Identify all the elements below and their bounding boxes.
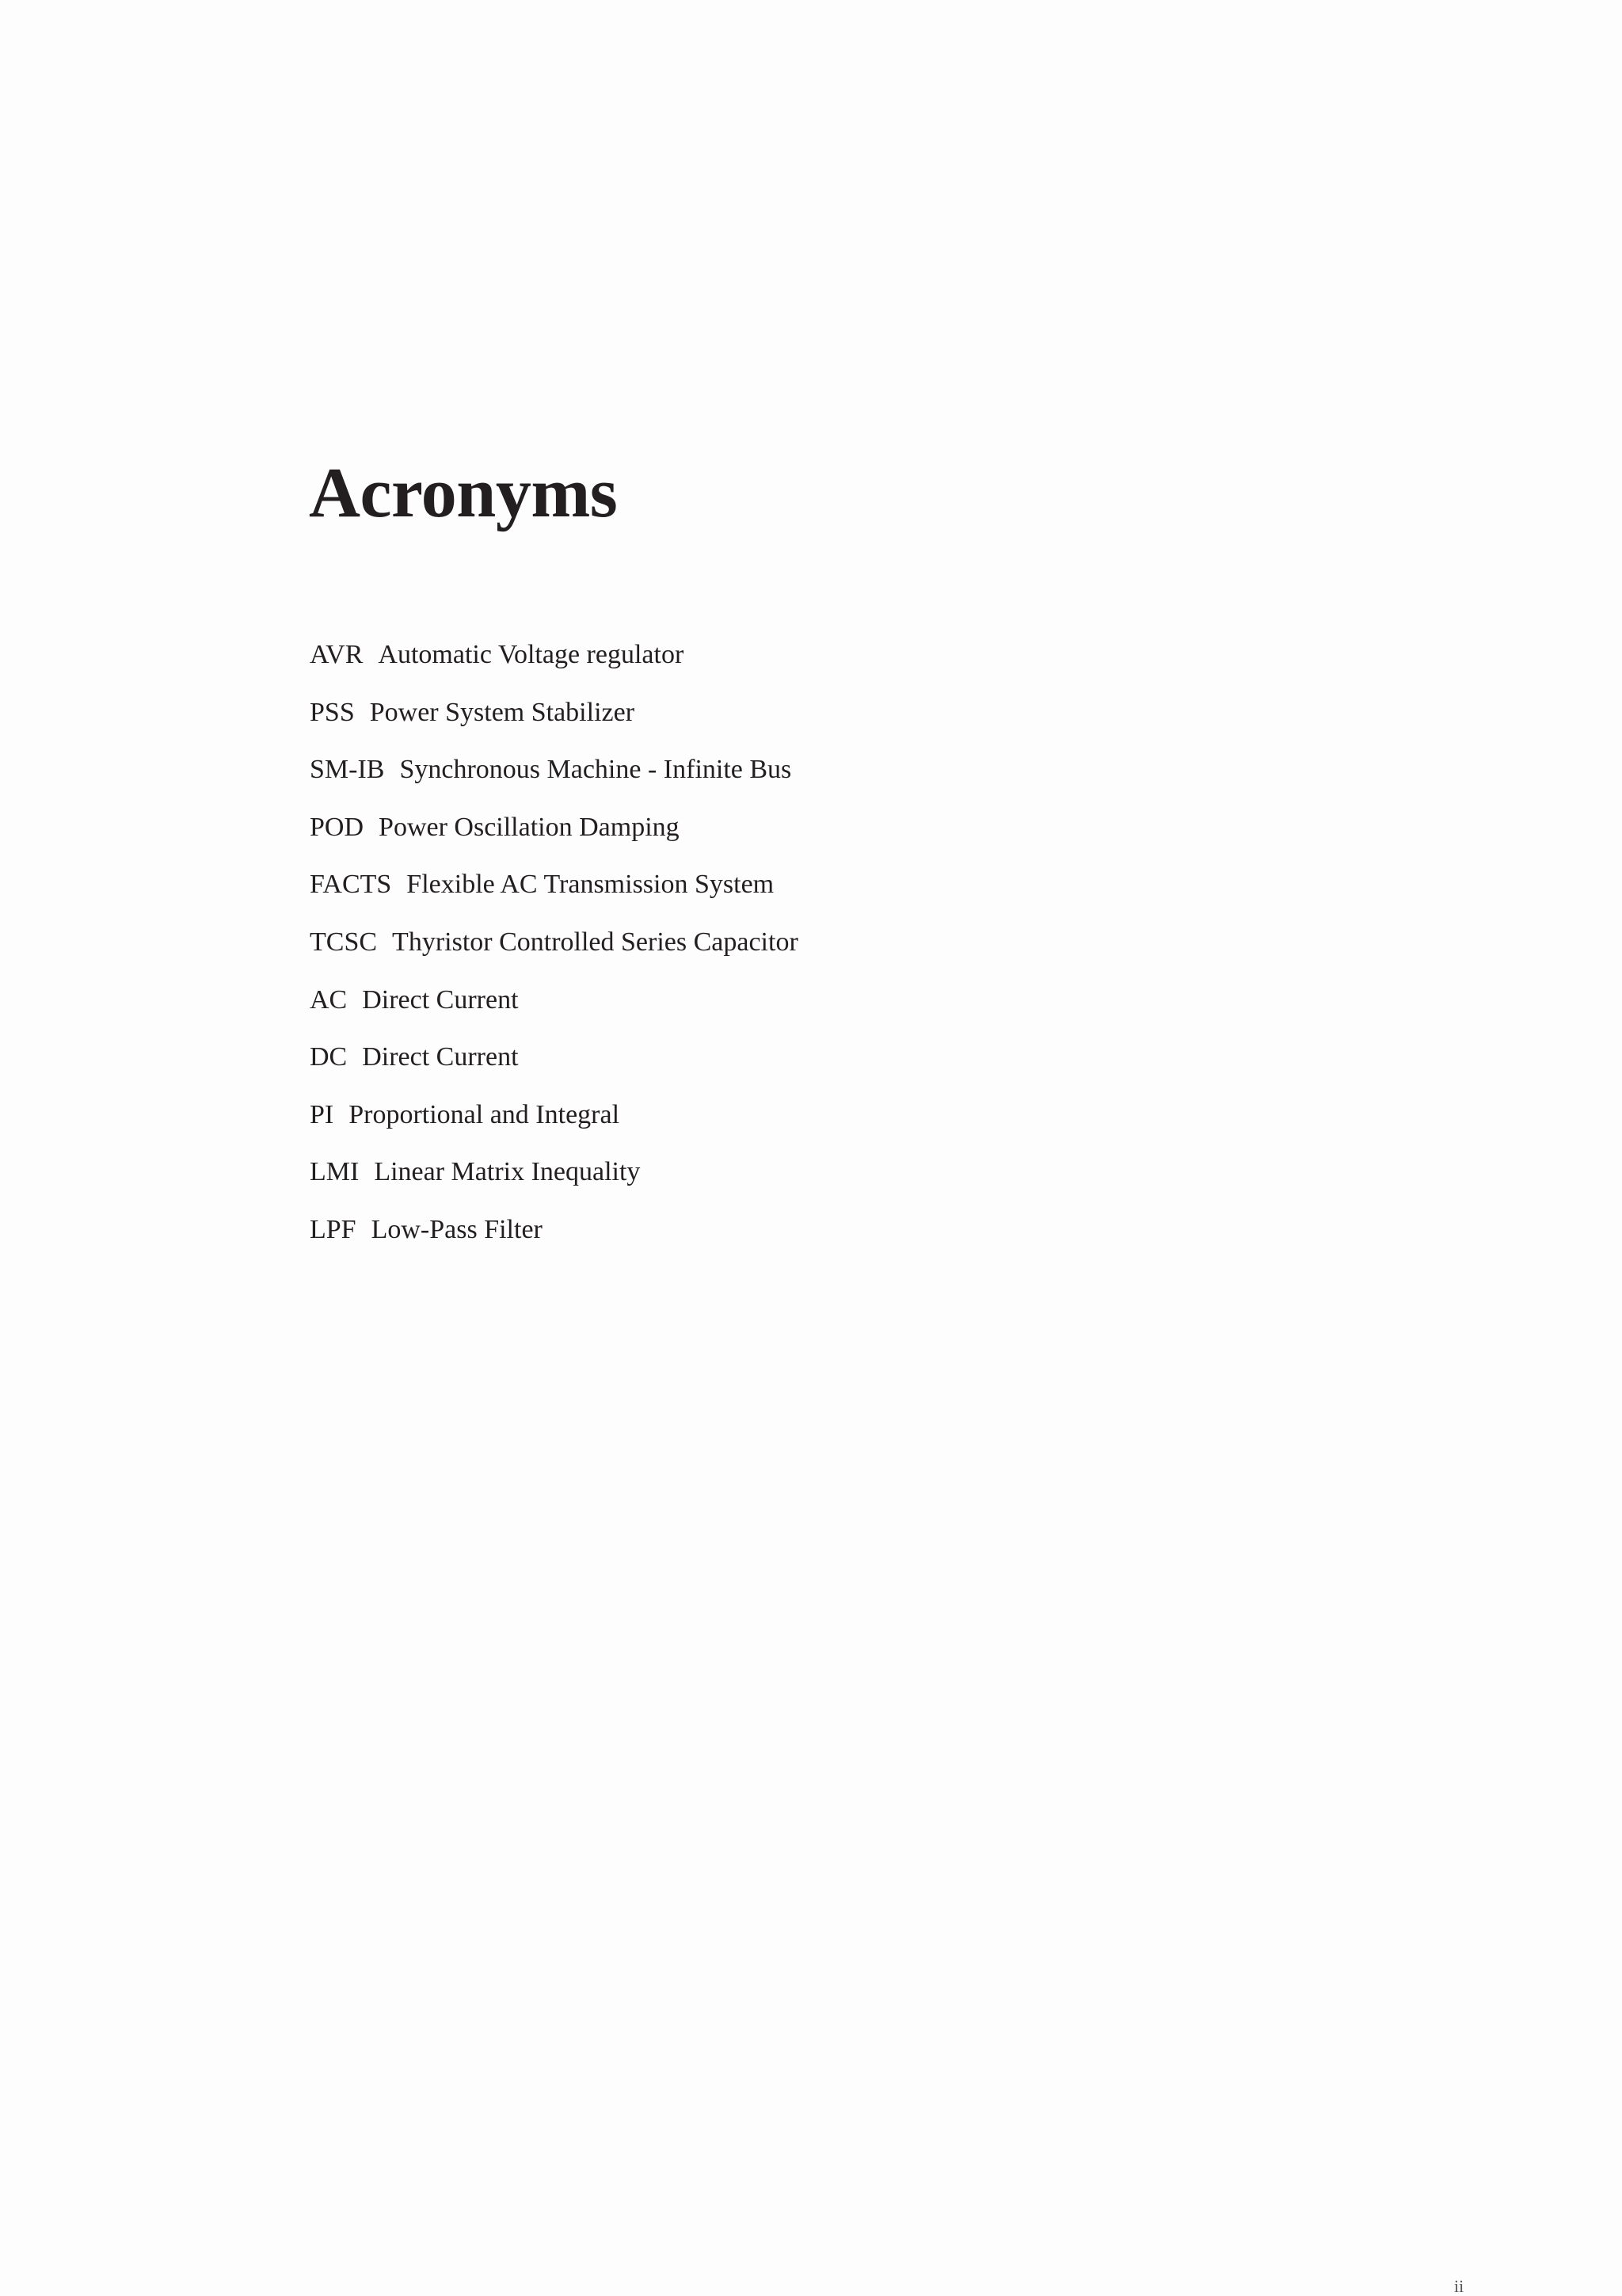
- acronym-entry: [310, 871, 798, 929]
- acronym-definition: Thyristor Controlled Series Capacitor: [392, 927, 798, 957]
- acronym-abbr: DC: [310, 1042, 348, 1072]
- acronym-definition: Linear Matrix Inequality: [374, 1157, 641, 1187]
- acronym-definition: Power System Stabilizer: [369, 697, 635, 727]
- acronym-entry: [310, 699, 798, 757]
- acronym-abbr: SM-IB: [310, 755, 385, 785]
- acronym-definition: Direct Current: [362, 984, 519, 1015]
- acronym-definition: Low-Pass Filter: [371, 1214, 543, 1244]
- acronym-list: [310, 642, 798, 1274]
- acronym-abbr: PI: [310, 1099, 334, 1129]
- acronym-entry: [310, 1044, 798, 1102]
- acronym-abbr: AC: [310, 984, 348, 1015]
- acronym-abbr: TCSC: [310, 927, 378, 957]
- acronym-definition: Synchronous Machine - Infinite Bus: [399, 755, 792, 785]
- acronym-abbr: POD: [310, 812, 364, 842]
- acronym-abbr: AVR: [310, 640, 364, 669]
- acronym-entry: [310, 929, 798, 987]
- acronym-entry: [310, 814, 798, 872]
- acronym-entry: [310, 642, 798, 699]
- page-number: ii: [1454, 2276, 1464, 2296]
- acronym-abbr: LPF: [310, 1214, 356, 1244]
- acronym-abbr: PSS: [310, 697, 355, 727]
- acronym-definition: Flexible AC Transmission System: [406, 870, 775, 900]
- acronym-entry: [310, 756, 798, 814]
- acronym-definition: Power Oscillation Damping: [379, 812, 680, 842]
- acronym-entry: [310, 1099, 798, 1159]
- page-title: Acronyms: [309, 454, 618, 532]
- acronym-definition: Direct Current: [362, 1042, 519, 1072]
- acronym-definition: Automatic Voltage regulator: [378, 640, 684, 669]
- acronym-abbr: FACTS: [310, 870, 392, 900]
- acronym-entry: [310, 984, 798, 1045]
- acronym-abbr: LMI: [310, 1157, 360, 1187]
- acronym-entry: [310, 1159, 798, 1217]
- acronym-definition: Proportional and Integral: [348, 1099, 620, 1129]
- acronym-entry: [310, 1214, 798, 1274]
